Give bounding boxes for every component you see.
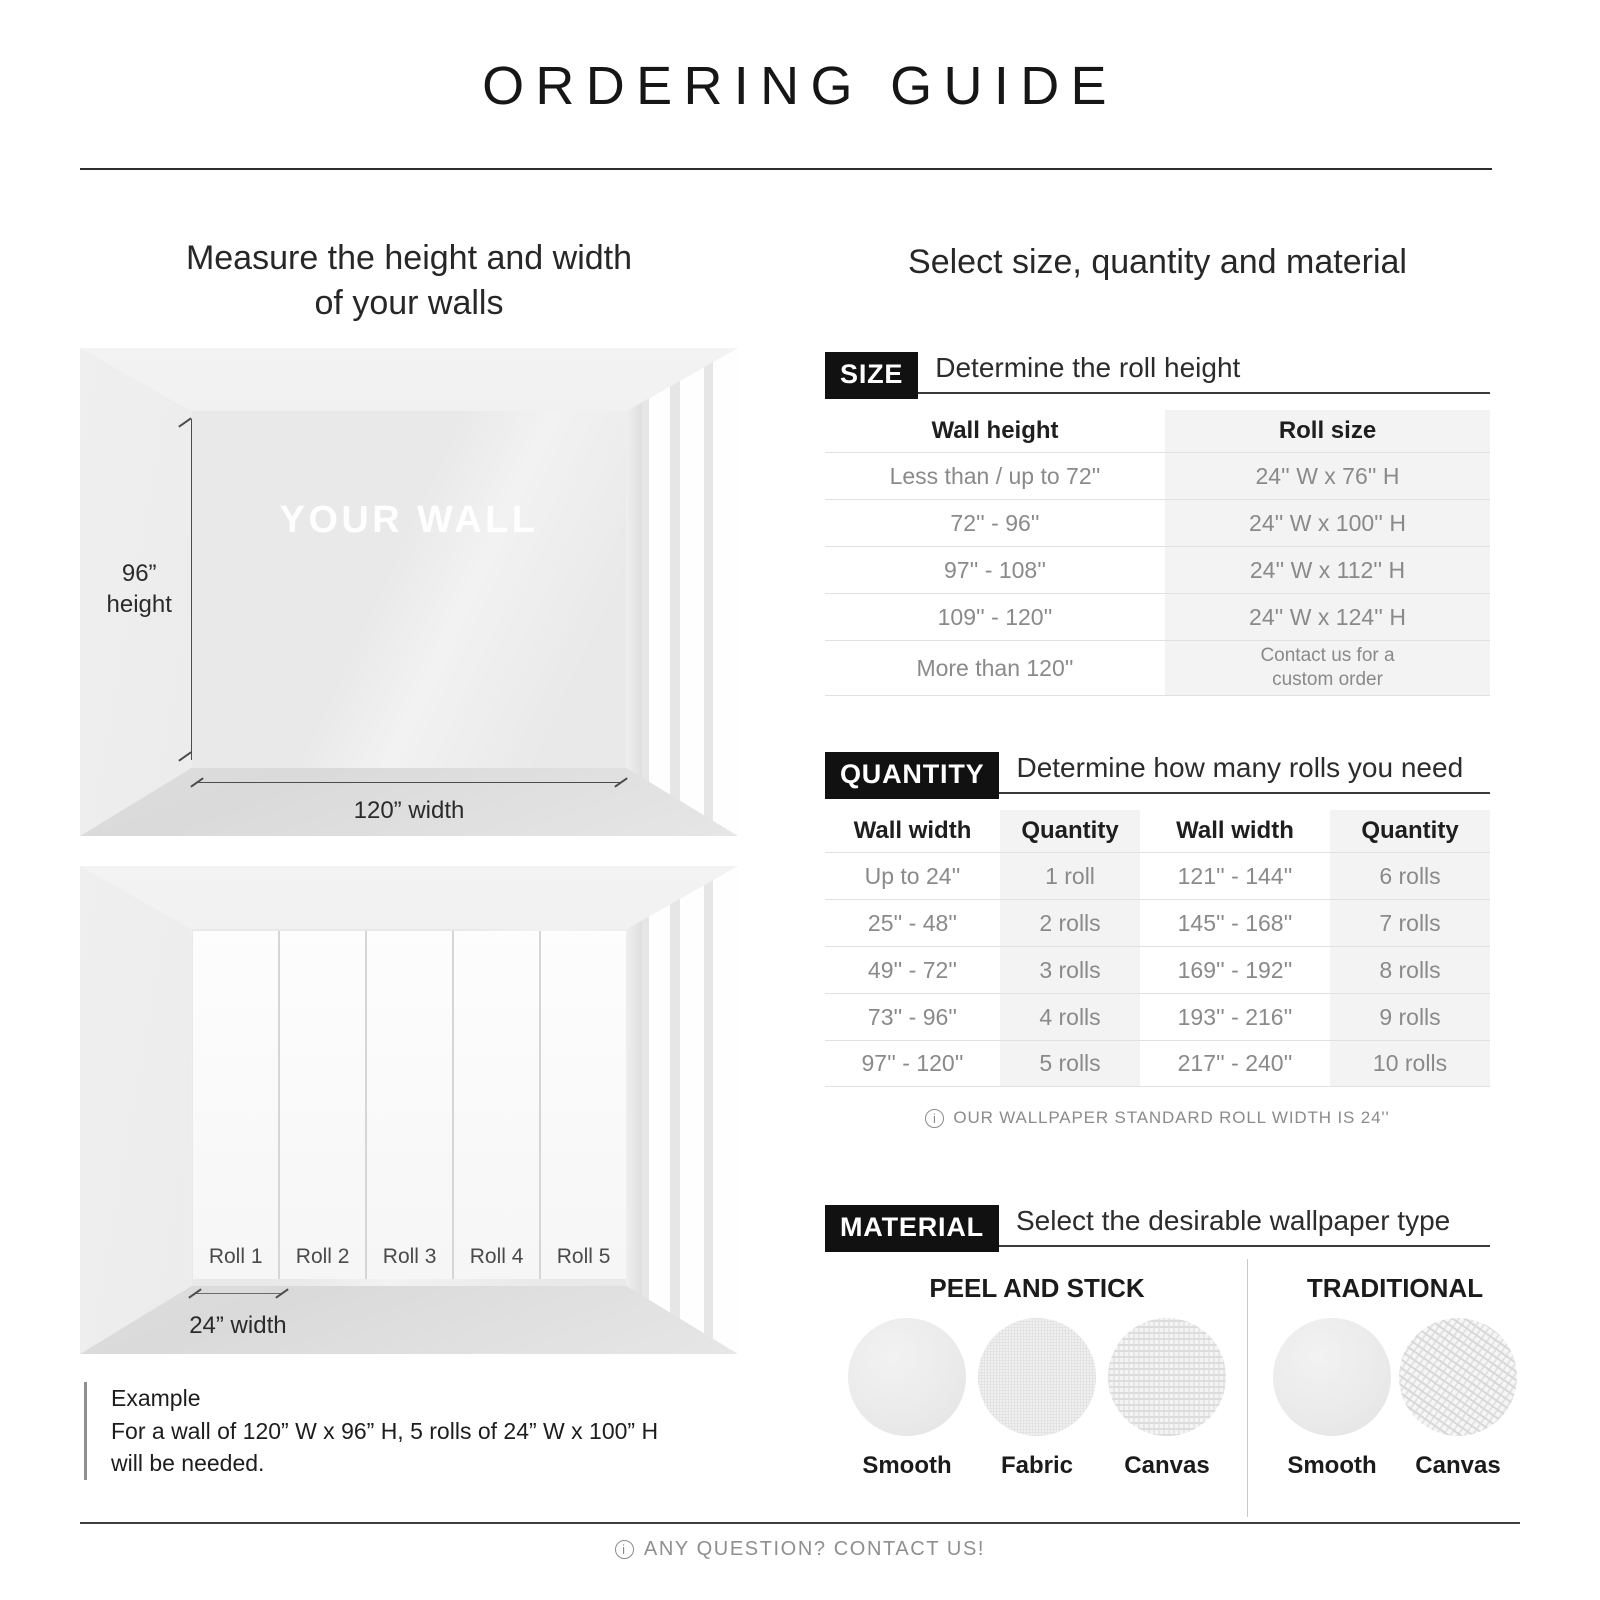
quantity-cell: 7 rolls <box>1330 900 1490 946</box>
width-dimension-label: 120” width <box>353 796 465 824</box>
wall-width-cell: 193'' - 216'' <box>1177 1003 1293 1030</box>
quantity-badge: QUANTITY <box>825 752 999 799</box>
roll-size-cell: 24'' W x 100'' H <box>1165 500 1490 546</box>
table-row <box>825 593 1490 640</box>
roll-label: Roll 4 <box>469 1244 524 1268</box>
material-swatch-canvas <box>1399 1318 1517 1436</box>
footer-contact-text: ANY QUESTION? CONTACT US! <box>643 1538 986 1560</box>
wall-width-cell: 145'' - 168'' <box>1177 909 1293 936</box>
table-row <box>825 993 1490 1040</box>
size-badge: SIZE <box>825 352 918 399</box>
swatch-row <box>1273 1318 1517 1480</box>
select-heading: Select size, quantity and material <box>908 243 1407 281</box>
wall-height-cell: More than 120'' <box>916 654 1074 681</box>
example-title: Example <box>111 1385 201 1411</box>
material-badge: MATERIAL <box>825 1205 999 1252</box>
material-swatch-fabric <box>978 1318 1096 1436</box>
material-swatch-smooth <box>848 1318 966 1436</box>
col-roll-size: Roll size <box>1165 410 1490 452</box>
quantity-section <box>825 752 1490 1087</box>
table-header-row <box>825 410 1490 452</box>
roll-width-note <box>825 1108 1490 1128</box>
wall-width-cell: 25'' - 48'' <box>867 909 958 936</box>
col-wall-width: Wall width <box>853 817 972 844</box>
table-row <box>825 1040 1490 1087</box>
material-option <box>978 1318 1096 1480</box>
roll-panel <box>367 931 452 1278</box>
quantity-cell: 5 rolls <box>1000 1041 1140 1086</box>
window-pane <box>649 348 670 836</box>
wall-height-cell: 109'' - 120'' <box>937 603 1053 630</box>
col-quantity: Quantity <box>1330 810 1490 852</box>
table-row <box>825 499 1490 546</box>
material-group-traditional <box>1273 1247 1517 1480</box>
roll-width-dimension-line <box>196 1293 282 1294</box>
measure-heading-line2: of your walls <box>314 283 504 322</box>
roll-label: Roll 1 <box>208 1244 263 1268</box>
table-row <box>825 946 1490 993</box>
example-line2: will be needed. <box>111 1450 265 1477</box>
col-quantity: Quantity <box>1000 810 1140 852</box>
quantity-cell: 3 rolls <box>1000 947 1140 993</box>
roll-panel <box>541 931 626 1278</box>
example-line1: For a wall of 120” W x 96” H, 5 rolls of 24” W x 100” H <box>111 1417 659 1444</box>
wall-height-cell: 72'' - 96'' <box>950 509 1040 536</box>
material-option-label: Canvas <box>1415 1452 1501 1479</box>
roll-panel <box>280 931 365 1278</box>
size-section-header <box>825 352 1490 394</box>
material-group-title: TRADITIONAL <box>1306 1273 1484 1303</box>
material-group-title: PEEL AND STICK <box>929 1273 1145 1303</box>
quantity-subtitle: Determine how many rolls you need <box>1016 752 1464 783</box>
window-pane <box>713 348 738 836</box>
room-illustration-rolls <box>80 866 738 1354</box>
width-dimension-line <box>198 782 619 783</box>
height-dimension-label <box>93 558 185 620</box>
material-subtitle: Select the desirable wallpaper type <box>1015 1205 1451 1236</box>
wall-width-cell: Up to 24'' <box>864 862 961 889</box>
wallpaper-roll-panels <box>193 931 626 1278</box>
height-dimension-line <box>191 419 192 761</box>
col-wall-width: Wall width <box>1176 817 1294 844</box>
example-block <box>84 1382 704 1480</box>
window-pane <box>649 866 670 1354</box>
size-subtitle: Determine the roll height <box>935 352 1241 383</box>
material-option-label: Fabric <box>1000 1452 1074 1479</box>
size-section <box>825 352 1490 696</box>
material-option <box>1399 1318 1517 1480</box>
wall-width-cell: 169'' - 192'' <box>1177 956 1293 983</box>
material-group-divider <box>1247 1259 1248 1517</box>
roll-width-label: 24” width <box>189 1312 287 1340</box>
quantity-cell: 6 rolls <box>1330 853 1490 899</box>
roll-size-cell: 24'' W x 112'' H <box>1165 547 1490 593</box>
table-row <box>825 546 1490 593</box>
table-header-row <box>825 810 1490 852</box>
height-word: height <box>106 591 172 619</box>
material-swatch-canvas <box>1108 1318 1226 1436</box>
quantity-cell: 1 roll <box>1000 853 1140 899</box>
roll-width-note-text: OUR WALLPAPER STANDARD ROLL WIDTH IS 24'' <box>953 1108 1390 1127</box>
measure-heading-line1: Measure the height and width <box>185 239 633 277</box>
window-pane <box>680 866 704 1354</box>
material-swatch-smooth <box>1273 1318 1391 1436</box>
wall-height-cell: 97'' - 108'' <box>944 556 1046 583</box>
wall-width-cell: 217'' - 240'' <box>1177 1050 1293 1076</box>
height-value: 96” <box>121 559 157 587</box>
window-pane <box>680 348 704 836</box>
your-wall-label: YOUR WALL <box>279 499 539 542</box>
roll-label: Roll 5 <box>556 1244 611 1268</box>
material-option-label: Smooth <box>862 1452 952 1479</box>
info-icon: i <box>925 1109 944 1128</box>
material-option <box>1273 1318 1391 1480</box>
quantity-cell: 9 rolls <box>1330 994 1490 1040</box>
col-wall-height: Wall height <box>931 417 1059 444</box>
quantity-cell: 10 rolls <box>1330 1041 1490 1086</box>
swatch-row <box>848 1318 1226 1480</box>
quantity-cell: 4 rolls <box>1000 994 1140 1040</box>
table-row <box>825 852 1490 899</box>
wall-height-cell: Less than / up to 72'' <box>889 462 1101 489</box>
window-pane <box>713 866 738 1354</box>
material-options <box>825 1247 1525 1537</box>
quantity-section-header <box>825 752 1490 794</box>
footer-contact <box>0 1538 1600 1561</box>
material-group-peel-and-stick <box>848 1247 1226 1480</box>
table-row <box>825 452 1490 499</box>
wall-width-cell: 49'' - 72'' <box>867 956 958 983</box>
window-frame <box>626 866 642 1354</box>
roll-label: Roll 2 <box>295 1244 350 1268</box>
measure-heading <box>80 236 738 326</box>
header-divider <box>80 168 1492 170</box>
table-row <box>825 640 1490 696</box>
material-option-label: Canvas <box>1124 1452 1210 1479</box>
size-table <box>825 410 1490 696</box>
roll-size-cell: 24'' W x 76'' H <box>1165 453 1490 499</box>
material-option <box>848 1318 966 1480</box>
wall-width-cell: 97'' - 120'' <box>861 1050 964 1076</box>
room-back-wall <box>192 411 626 767</box>
footer-divider <box>80 1522 1520 1524</box>
room-illustration-measure <box>80 348 738 836</box>
wall-width-cell: 121'' - 144'' <box>1177 862 1293 889</box>
info-icon: i <box>615 1540 634 1559</box>
roll-label: Roll 3 <box>382 1244 437 1268</box>
roll-size-cell: 24'' W x 124'' H <box>1165 594 1490 640</box>
table-row <box>825 899 1490 946</box>
roll-size-cell: Contact us for a custom order <box>1165 641 1490 695</box>
window-frame <box>626 348 642 836</box>
quantity-cell: 8 rolls <box>1330 947 1490 993</box>
material-section-header <box>825 1205 1490 1247</box>
wall-width-cell: 73'' - 96'' <box>867 1003 958 1030</box>
material-section <box>825 1205 1525 1537</box>
material-option-label: Smooth <box>1287 1452 1377 1479</box>
roll-panel <box>454 931 539 1278</box>
quantity-table <box>825 810 1490 1087</box>
roll-panel <box>193 931 278 1278</box>
quantity-cell: 2 rolls <box>1000 900 1140 946</box>
material-option <box>1108 1318 1226 1480</box>
page-title: ORDERING GUIDE <box>482 56 1118 116</box>
